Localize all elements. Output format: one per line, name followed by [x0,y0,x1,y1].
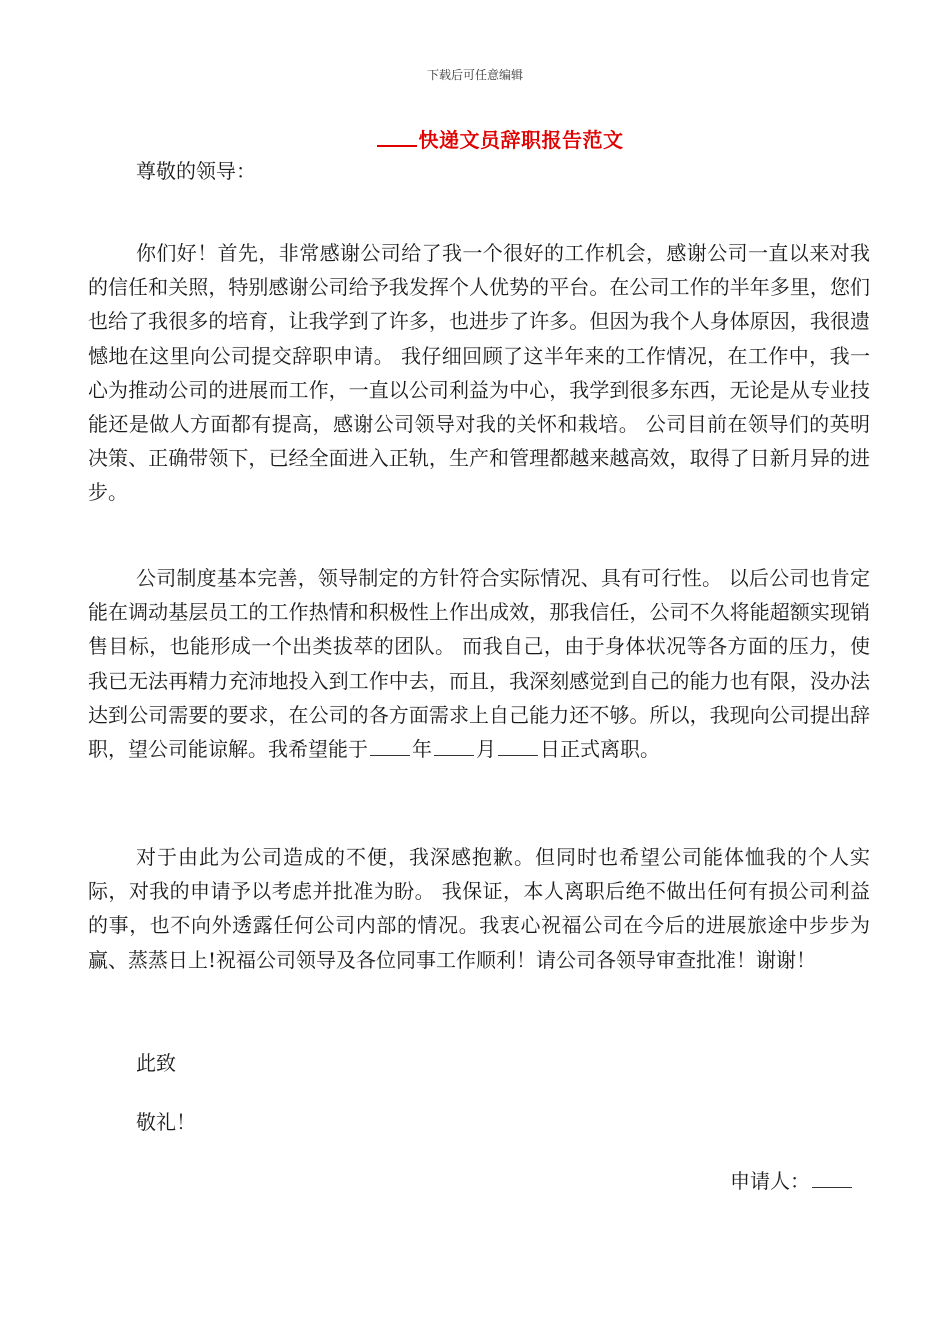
paragraph-2-text: 公司制度基本完善，领导制定的方针符合实际情况、具有可行性。 以后公司也肯定能在调动基层员工的工作热情和积极性上作出成效，那我信任，公司不久将能超额实现销售目标，也能形成一个出类拔萃的团队。 而我自己，由于身体状况等各方面的压力，使我已无法再精力充沛地投入到工作中去，而且，我深刻感觉到自己的能力也有限，没办法达到公司需要的要求，在公司的各方面需求上自己能力还不够。所以，我现向公司提出辞职，望公司能谅解。我希望能于 [88,566,870,762]
signature-line [730,1164,854,1198]
greeting: 尊敬的领导： [136,159,256,183]
paragraph-1: 你们好！首先，非常感谢公司给了我一个很好的工作机会，感谢公司一直以来对我的信任和关照，特别感谢公司给予我发挥个人优势的平台。在公司工作的半年多里，您们也给了我很多的培育，让我学到了许多，也进步了许多。但因为我个人身体原因，我很遗憾地在这里向公司提交辞职申请。 我仔细回顾了这半年来的工作情况，在工作中，我一心为推动公司的进展而工作，一直以公司利益为中心，我学到很多东西，无论是从专业技能还是做人方面都有提高，感谢公司领导对我的关怀和栽培。 公司目前在领导们的英明决策、正确带领下，已经全面进入正轨，生产和管理都越来越高效，取得了日新月异的进步。 [88,241,870,505]
paragraph-2 [88,561,870,766]
year-label: 年 [412,737,432,762]
month-blank [434,737,474,756]
document-title [0,124,950,153]
document-title-text: 快递文员辞职报告范文 [418,128,624,152]
paragraph-3: 对于由此为公司造成的不便，我深感抱歉。但同时也希望公司能体恤我的个人实际，对我的申请予以考虑并批准为盼。 我保证，本人离职后绝不做出任何有损公司利益的事，也不向外透露任何公司内部的情况。我衷心祝福公司在今后的进展旅途中步步为赢、蒸蒸日上!祝福公司领导及各位同事工作顺利！请公司各领导审查批准！谢谢！ [88,845,870,972]
page-header-note: 下载后可任意编辑 [426,68,523,82]
signature-blank [812,1169,852,1188]
day-label: 日正式离职。 [540,737,660,762]
day-blank [498,737,538,756]
closing-line-2: 敬礼！ [136,1110,196,1134]
closing-line-1: 此致 [136,1051,176,1075]
year-blank [370,737,410,756]
signature-label: 申请人： [730,1169,810,1193]
month-label: 月 [476,737,496,762]
title-blank-line [377,131,417,147]
